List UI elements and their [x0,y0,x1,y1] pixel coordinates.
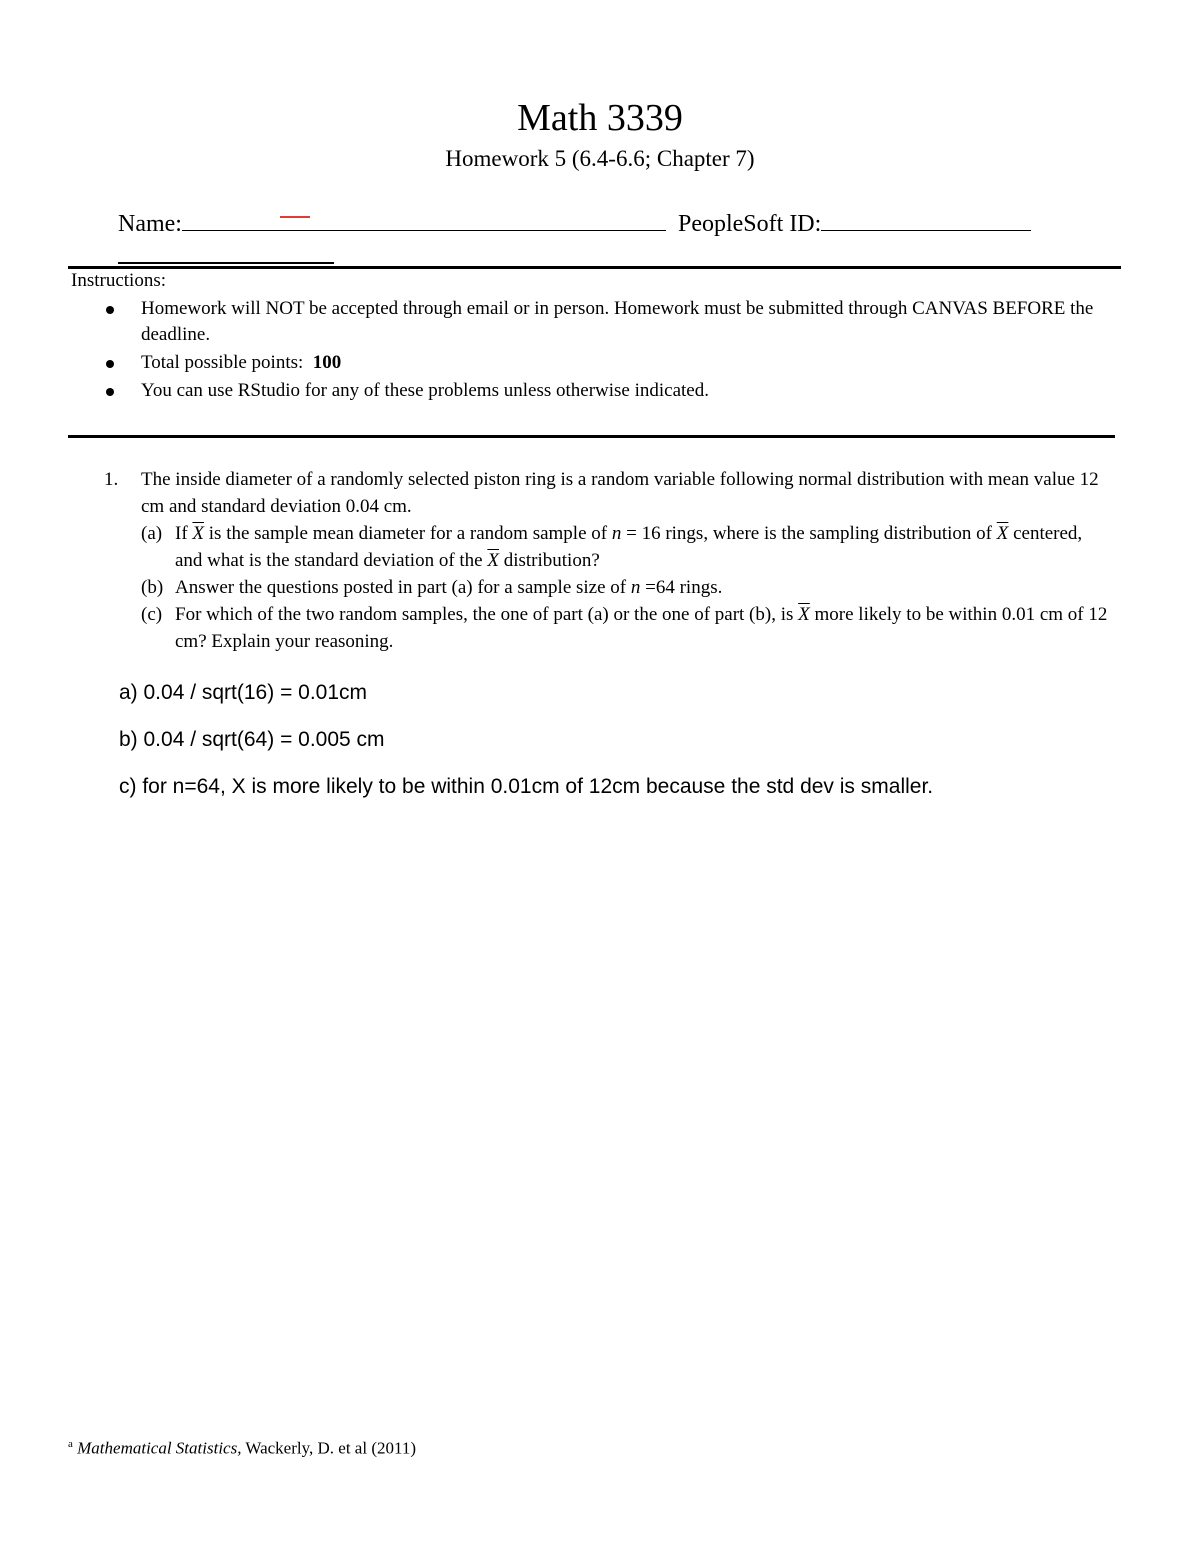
xbar-symbol: $\overline{X}$ [798,604,810,625]
xbar-symbol: $\overline{X}$ [192,523,205,544]
instruction-item [104,350,1104,376]
name-id-row [118,206,1031,241]
instruction-item [104,378,1104,404]
question-1 [104,466,1114,655]
name-underline-continuation [118,262,334,264]
n-symbol: n [611,523,622,544]
footnote [68,1433,416,1460]
document-title: Math 3339 [517,97,683,139]
question-part-b: (b) Answer the questions posted in part (a) for a sample size of n =64 rings. [141,574,1114,601]
part-label: (b) [141,577,164,598]
footnote-citation: Wackerly, D. et al (2011) [241,1438,417,1458]
bullet-icon [106,306,114,314]
question-stem: The inside diameter of a randomly selected piston ring is a random variable following normal distribution with mean value 12 cm and standard deviation 0.04 cm. [141,469,1099,517]
name-label: Name: [118,211,182,237]
bullet-icon [106,360,114,368]
instruction-text: You can use RStudio for any of these problems unless otherwise indicated. [141,380,709,401]
xbar-symbol: $\overline{X}$ [996,523,1009,544]
divider-bottom [68,435,1115,438]
name-redaction-mark [280,216,310,218]
question-part-c: (c) For which of the two random samples, the one of part (a) or the one of part (b), is $\overline{X}$ more likely to be within 0.01 cm of 12 cm? Explain your reasoning. [141,601,1114,655]
answer-b: b) 0.04 / sqrt(64) = 0.005 cm [119,728,385,751]
part-label: (a) [141,523,163,544]
footnote-book-title: Mathematical Statistics, [77,1438,242,1458]
name-field[interactable] [182,206,666,231]
peoplesoft-id-label: PeopleSoft ID: [677,211,822,237]
instruction-item [104,296,1104,348]
document-subtitle: Homework 5 (6.4-6.6; Chapter 7) [445,146,755,171]
answer-a: a) 0.04 / sqrt(16) = 0.01cm [119,681,368,704]
instructions-list [104,296,1104,406]
part-label: (c) [141,604,163,625]
answer-c: c) for n=64, X is more likely to be within 0.01cm of 12cm because the std dev is smaller. [119,775,934,798]
xbar-symbol: $\overline{X}$ [487,550,499,571]
peoplesoft-id-field[interactable] [821,206,1031,231]
question-part-a: (a) If $\overline{X}$ is the sample mean diameter for a random sample of n = 16 rings, where is the sampling distribution of $\overline{X}$ centered, and what is the standard deviation of the $\overline{X}$ distribution? [141,520,1114,574]
total-points-value: 100 [312,352,342,373]
footnote-marker: a [68,1438,73,1450]
instruction-text: Total possible points: [141,352,304,373]
bullet-icon [106,388,114,396]
divider-top [68,266,1121,269]
answers-block [119,680,1119,821]
instructions-label: Instructions: [71,270,166,291]
n-symbol: n [630,577,641,598]
instruction-text: Homework will NOT be accepted through email or in person. Homework must be submitted through CANVAS BEFORE the deadline. [141,298,1094,345]
question-number: 1. [104,469,119,490]
